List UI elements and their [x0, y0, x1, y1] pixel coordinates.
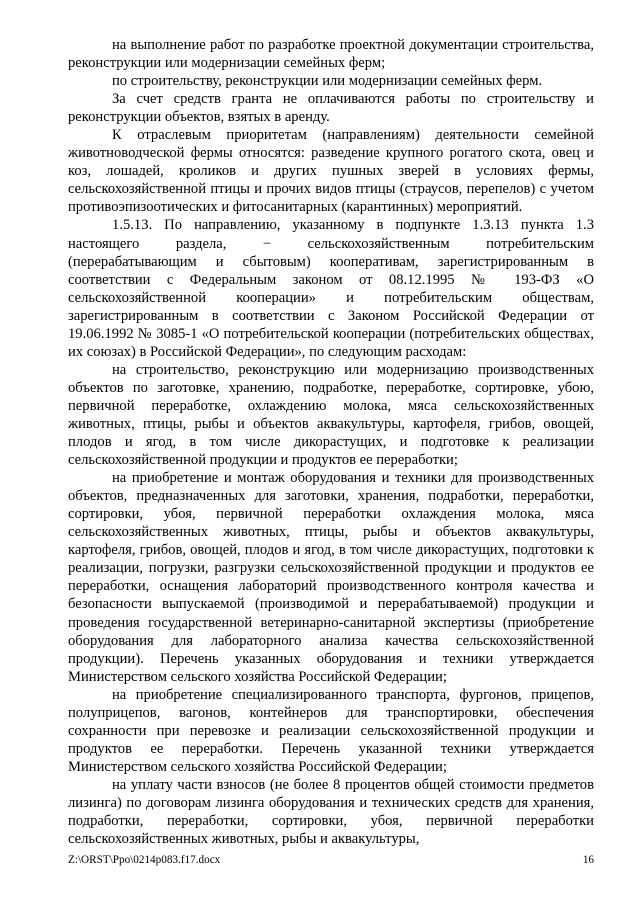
paragraph: За счет средств гранта не оплачиваются работы по строительству и реконструкции объектов, взятых в аренду. — [68, 91, 594, 126]
paragraph: на уплату части взносов (не более 8 процентов общей стоимости предметов лизинга) по договорам лизинга оборудования и технических средств для хранения, подработки, переработки, сортировки, убоя, первичной переработки сельскохозяйственных животных, рыбы и аквакультуры, — [68, 776, 594, 848]
paragraph: на строительство, реконструкцию или модернизацию производственных объектов по заготовке, хранению, подработке, переработке, сортировке, убою, первичной переработке, охлаждению молока, мяса сельскохозяйственных животных, птицы, рыбы и объектов аквакультуры, картофеля, грибов, овощей, плодов и ягод, в том числе дикорастущих, и подготовке к реализации сельскохозяйственной продукции и продуктов ее переработки; — [68, 361, 594, 469]
paragraph: К отраслевым приоритетам (направлениям) деятельности семейной животноводческой фермы относятся: разведение крупного рогатого скота, овец и коз, лошадей, кроликов и других пушных зверей в условиях фермы, сельскохозяйственной птицы и прочих видов птицы (страусов, перепелов) с учетом противоэпизоотических и фитосанитарных (карантинных) мероприятий. — [68, 127, 594, 216]
footer-file-path: Z:\ORST\Ppo\0214p083.f17.docx — [68, 854, 221, 866]
paragraph: на приобретение специализированного транспорта, фургонов, прицепов, полуприцепов, вагонов, контейнеров для транспортировки, обеспечения сохранности при перевозке и реализации сельскохозяйственной продукции и продуктов ее переработки. Перечень указанной техники утверждается Министерством сельского хозяйства Российской Федерации; — [68, 686, 594, 775]
paragraph: по строительству, реконструкции или модернизации семейных ферм. — [112, 73, 543, 90]
paragraph: на приобретение и монтаж оборудования и техники для производственных объектов, предназначенных для заготовки, хранения, подработки, переработки, сортировки, убоя, первичной переработки охлаждения молока, мяса сельскохозяйственных животных, птицы, рыбы и объектов аквакультуры, картофеля, грибов, овощей, плодов и ягод, в том числе дикорастущих, подготовки к реализации, погрузки, разгрузки сельскохозяйственной продукции и продуктов ее переработки, оснащения лабораторий производственного контроля качества и безопасности выпускаемой (производимой и перерабатываемой) продукции и проведения государственной ветеринарно-санитарной экспертизы (приобретение оборудования для лабораторного анализа качества сельскохозяйственной продукции). Перечень указанных оборудования и техники утверждается Министерством сельского хозяйства Российской Федерации; — [68, 470, 594, 685]
paragraph: 1.5.13. По направлению, указанному в подпункте 1.3.13 пункта 1.3 настоящего раздела, − сельскохозяйственным потребительским (перерабатывающим и сбытовым) кооперативам, зарегистрированным в соответствии с Федеральным законом от 08.12.1995 № 193-ФЗ «О сельскохозяйственной кооперации» и потребительским обществам, зарегистрированным в соответствии с Законом Российской Федерации от 19.06.1992 № 3085-1 «О потребительской кооперации (потребительских обществах, их союзах) в Российской Федерации», по следующим расходам: — [68, 217, 594, 360]
page-number: 16 — [582, 854, 594, 866]
document-body — [68, 36, 594, 848]
paragraph: на выполнение работ по разработке проектной документации строительства, реконструкции или модернизации семейных ферм; — [68, 37, 594, 72]
